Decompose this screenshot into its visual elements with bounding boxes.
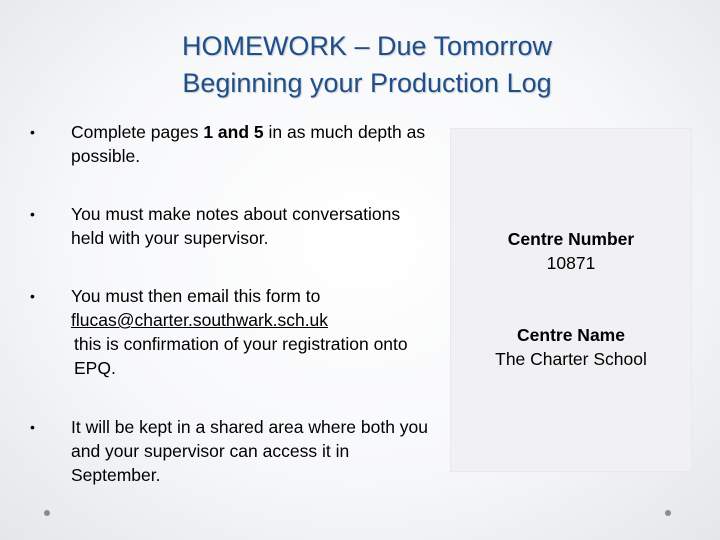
- bullet-marker: •: [30, 419, 35, 435]
- bullet-item-shared-area: [30, 415, 430, 487]
- bullet-marker: •: [30, 288, 35, 304]
- bullet-marker: •: [30, 206, 35, 222]
- centre-number-label: Centre Number: [507, 229, 635, 249]
- homework-bullet-list: [30, 120, 430, 521]
- bullet-item-email: [30, 284, 430, 380]
- centre-number-value: 10871: [546, 253, 596, 273]
- bullet-email-confirmation: this is confirmation of your registration onto EPQ.: [74, 334, 408, 378]
- centre-name-value: The Charter School: [495, 349, 647, 369]
- bullet-marker: •: [30, 124, 35, 140]
- centre-number-block: [451, 227, 691, 275]
- centre-info-box: [450, 128, 692, 472]
- bullet-notes-text: You must make notes about conversations held with your supervisor.: [71, 204, 401, 248]
- decorative-dot-left: [44, 510, 50, 516]
- bullet-pages-text-end: in as much depth as possible.: [71, 122, 426, 166]
- bullet-pages-text-start: Complete pages: [71, 122, 204, 142]
- email-link[interactable]: flucas@charter.southwark.sch.uk: [71, 310, 329, 330]
- bullet-email-text: You must then email this form to: [71, 286, 321, 306]
- bullet-pages-bold: 1 and 5: [203, 122, 264, 142]
- centre-name-block: [451, 323, 691, 371]
- centre-name-label: Centre Name: [517, 325, 625, 345]
- title-line-2: Beginning your Production Log: [182, 68, 552, 98]
- bullet-item-pages: [30, 120, 430, 168]
- slide-title: [0, 28, 720, 102]
- title-line-1: HOMEWORK – Due Tomorrow: [181, 31, 553, 61]
- decorative-dot-right: [665, 510, 671, 516]
- bullet-shared-area-text: It will be kept in a shared area where both you and your supervisor can access it in September.: [71, 417, 429, 485]
- bullet-item-notes: [30, 202, 430, 250]
